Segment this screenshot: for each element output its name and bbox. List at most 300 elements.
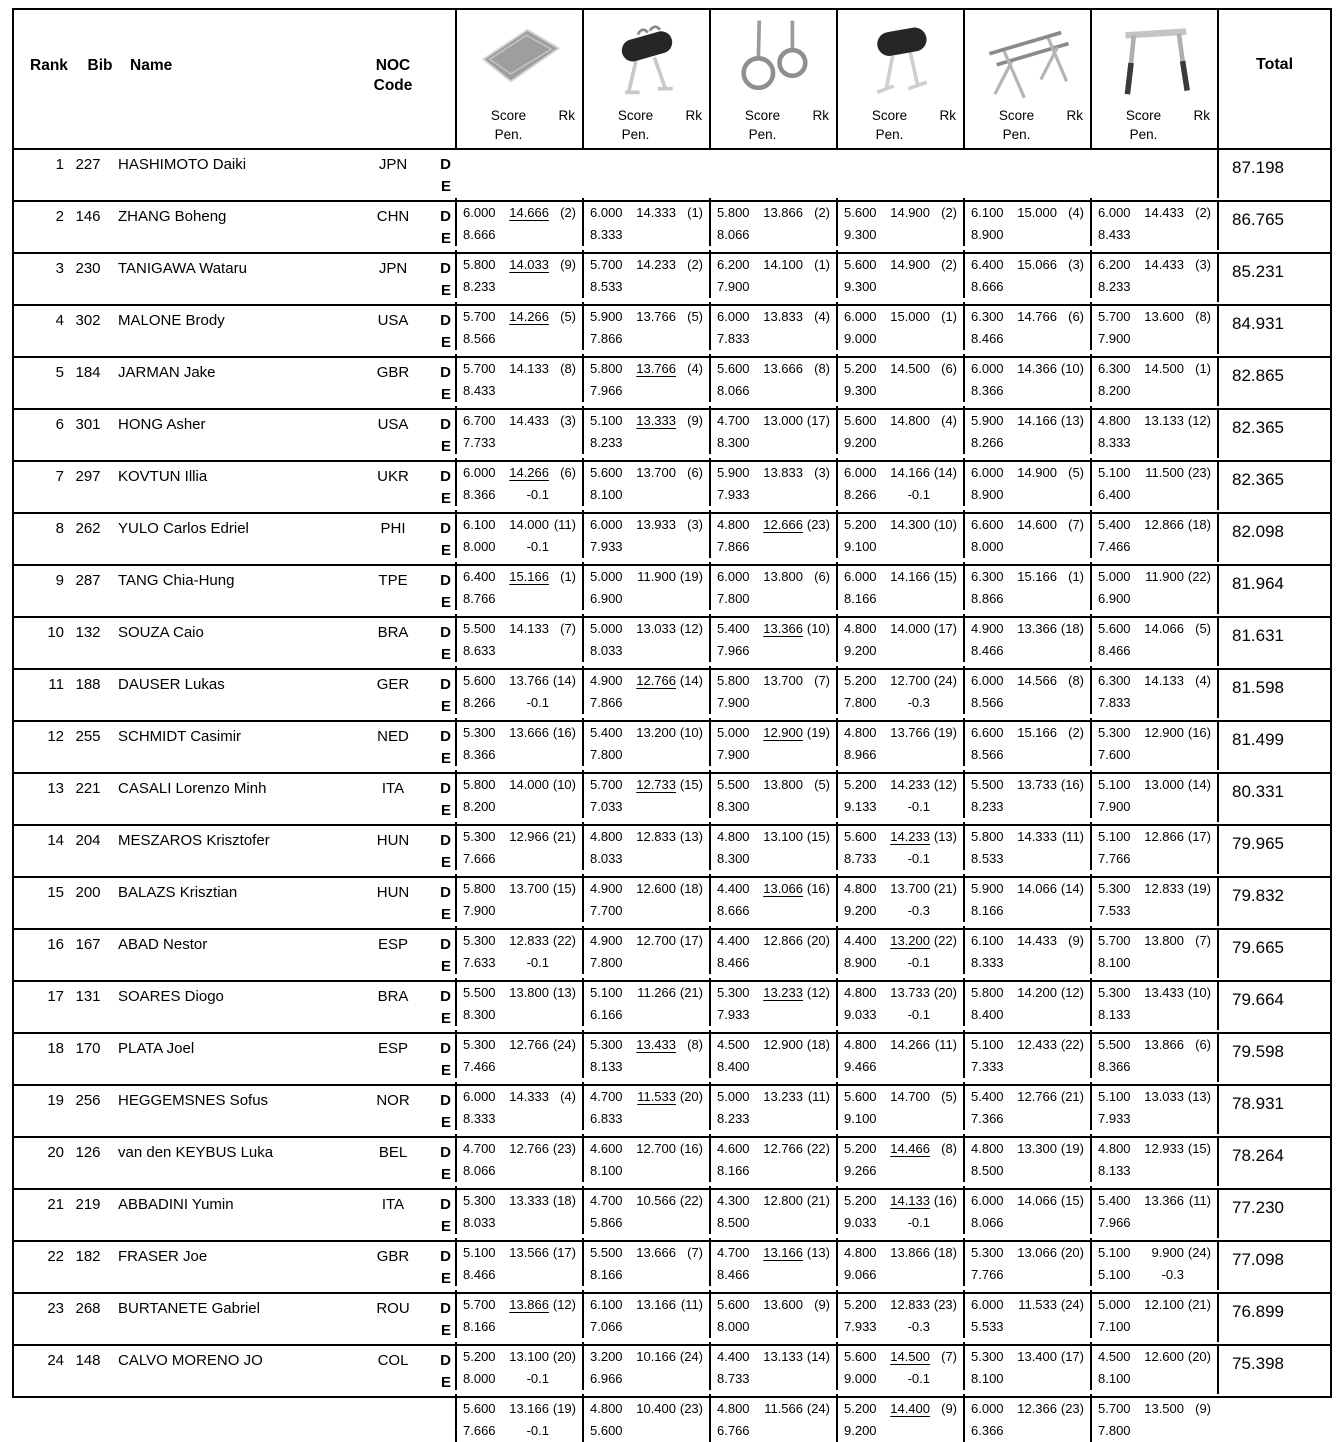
d-score: 5.200 (844, 1141, 877, 1156)
d-line (590, 930, 703, 952)
final-score: 14.900 (1017, 465, 1057, 480)
apparatus-rank: (17) (1060, 1349, 1084, 1364)
e-line (844, 1056, 957, 1078)
e-line (971, 1056, 1084, 1078)
final-score: 12.833 (890, 1297, 930, 1312)
final-score: 14.333 (509, 1089, 549, 1104)
d-score: 5.300 (590, 1037, 623, 1052)
e-line (463, 848, 576, 870)
e-line (590, 1420, 703, 1442)
noc-code: CHN (376, 208, 410, 225)
final-score: 14.066 (1144, 621, 1184, 636)
athlete-cell (14, 774, 455, 822)
apparatus-result-cell (1090, 614, 1217, 662)
e-line (717, 796, 830, 818)
apparatus-rank: (21) (679, 985, 703, 1000)
rk-label: Rk (558, 108, 575, 123)
d-line (971, 462, 1084, 484)
final-score: 12.933 (1144, 1141, 1184, 1156)
e-line (717, 432, 830, 454)
d-score: 5.300 (971, 1349, 1004, 1364)
apparatus-result-cell (709, 978, 836, 1026)
final-score: 10.566 (636, 1193, 676, 1208)
d-score: 5.300 (1098, 985, 1131, 1000)
final-score: 15.166 (1017, 569, 1057, 584)
apparatus-result-cell (455, 302, 582, 350)
final-score: 13.166 (763, 1245, 803, 1260)
penalty (1138, 848, 1184, 870)
penalty (503, 796, 549, 818)
d-line-label: D (440, 312, 451, 329)
final-score: 14.166 (890, 569, 930, 584)
apparatus-result-cell (709, 926, 836, 974)
d-line (590, 774, 703, 796)
penalty (1138, 796, 1184, 818)
apparatus-rank: (15) (933, 569, 957, 584)
apparatus-rank: (8) (814, 361, 830, 376)
e-score: 7.800 (590, 747, 623, 762)
apparatus-rank: (15) (1060, 1193, 1084, 1208)
apparatus-result-cell (709, 1238, 836, 1286)
final-score: 13.133 (1144, 413, 1184, 428)
apparatus-rank: (23) (552, 1141, 576, 1156)
apparatus-rank: (17) (679, 933, 703, 948)
d-line (844, 982, 957, 1004)
d-line (463, 826, 576, 848)
apparatus-result-cell (582, 1134, 709, 1182)
apparatus-result-cell (709, 822, 836, 870)
e-score: 7.866 (717, 539, 750, 554)
bib-column-header: Bib (87, 57, 113, 74)
de-labels (421, 726, 451, 770)
total-score: 78.931 (1217, 1086, 1330, 1134)
d-line (463, 722, 576, 744)
e-line (590, 796, 703, 818)
d-line (971, 1034, 1084, 1056)
e-line (463, 328, 576, 350)
rank-value: 18 (47, 1040, 64, 1057)
final-score: 14.366 (1017, 361, 1057, 376)
total-score: 79.965 (1217, 826, 1330, 874)
rank-value: 24 (47, 1352, 64, 1369)
apparatus-result-cell (582, 770, 709, 818)
rank-value: 14 (47, 832, 64, 849)
e-line (590, 1004, 703, 1026)
athlete-cell (14, 514, 455, 562)
apparatus-rank: (13) (552, 985, 576, 1000)
apparatus-rank: (10) (933, 517, 957, 532)
penalty (503, 276, 549, 298)
bib-value: 255 (75, 728, 101, 745)
apparatus-rank: (5) (941, 1089, 957, 1104)
apparatus-result-cell (582, 250, 709, 298)
apparatus-rank: (10) (1060, 361, 1084, 376)
e-score: 7.800 (844, 695, 877, 710)
apparatus-result-cell (582, 354, 709, 402)
e-score: 8.466 (717, 1267, 750, 1282)
final-score: 10.400 (636, 1401, 676, 1416)
final-score: 14.233 (890, 777, 930, 792)
penalty (757, 1420, 803, 1442)
penalty: -0.1 (907, 1215, 930, 1230)
apparatus-rank: (12) (1060, 985, 1084, 1000)
bib-value: 204 (75, 832, 101, 849)
bib-value: 301 (75, 416, 101, 433)
e-line (971, 796, 1084, 818)
e-line (717, 640, 830, 662)
apparatus-result-cell (963, 510, 1090, 558)
d-line (717, 1242, 830, 1264)
d-line-label: D (440, 1040, 451, 1057)
penalty (1011, 692, 1057, 714)
e-score: 8.166 (463, 1319, 496, 1334)
d-line (844, 670, 957, 692)
d-score: 5.500 (717, 777, 750, 792)
apparatus-result-cell (963, 614, 1090, 662)
e-score: 7.633 (463, 955, 496, 970)
e-line (971, 276, 1084, 298)
d-score: 5.500 (1098, 1037, 1131, 1052)
penalty (630, 1212, 676, 1234)
e-line (971, 432, 1084, 454)
e-line (590, 1316, 703, 1338)
bib-value: 219 (75, 1196, 101, 1213)
apparatus-rank: (13) (1060, 413, 1084, 428)
apparatus-rank: (21) (1060, 1089, 1084, 1104)
e-line (717, 1160, 830, 1182)
e-score: 8.500 (971, 1163, 1004, 1178)
penalty: -0.1 (907, 955, 930, 970)
apparatus-result-cell (1090, 978, 1217, 1026)
e-line (1098, 1264, 1211, 1286)
final-score: 14.900 (890, 257, 930, 272)
final-score: 12.700 (890, 673, 930, 688)
bib-value: 126 (75, 1144, 101, 1161)
d-line (463, 1242, 576, 1264)
e-line (463, 692, 576, 714)
e-score: 8.666 (971, 279, 1004, 294)
penalty (884, 640, 930, 662)
apparatus-rank: (11) (807, 1089, 830, 1104)
apparatus-rank: (11) (553, 517, 576, 532)
penalty (630, 588, 676, 610)
d-score: 4.400 (717, 933, 750, 948)
final-score: 14.466 (890, 1141, 930, 1156)
final-score: 13.866 (890, 1245, 930, 1260)
apparatus-rank: (21) (806, 1193, 830, 1208)
final-score: 13.666 (636, 1245, 676, 1260)
apparatus-result-cell (582, 1238, 709, 1286)
apparatus-rank: (18) (1187, 517, 1211, 532)
final-score: 13.366 (1144, 1193, 1184, 1208)
e-line (844, 484, 957, 506)
d-score: 6.100 (971, 205, 1004, 220)
d-line-label: D (440, 988, 451, 1005)
e-score: 7.333 (971, 1059, 1004, 1074)
penalty (503, 744, 549, 766)
penalty (884, 224, 930, 246)
e-line-label: E (440, 698, 451, 715)
d-score: 5.300 (463, 1193, 496, 1208)
penalty (1011, 1160, 1057, 1182)
e-score: 9.066 (844, 1267, 877, 1282)
final-score: 11.266 (637, 985, 676, 1000)
d-line (971, 254, 1084, 276)
e-score: 9.266 (844, 1163, 877, 1178)
d-line (1098, 202, 1211, 224)
apparatus-rank: (4) (560, 1089, 576, 1104)
apparatus-result-cell (963, 1082, 1090, 1130)
penalty (503, 432, 549, 454)
d-line (844, 1294, 957, 1316)
e-line (971, 380, 1084, 402)
d-score: 6.000 (590, 205, 623, 220)
penalty (630, 1316, 676, 1338)
noc-code: COL (377, 1352, 409, 1369)
final-score: 13.666 (763, 361, 803, 376)
apparatus-rank: (21) (552, 829, 576, 844)
e-line (971, 744, 1084, 766)
apparatus-rank: (5) (1195, 621, 1211, 636)
apparatus-result-cell (836, 198, 963, 246)
penalty (503, 1004, 549, 1026)
e-score: 8.066 (463, 1163, 496, 1178)
final-score: 14.333 (1017, 829, 1057, 844)
d-score: 5.600 (717, 1297, 750, 1312)
header-pommel-horse (582, 10, 709, 148)
d-score: 4.600 (590, 1141, 623, 1156)
d-line (717, 1034, 830, 1056)
penalty (757, 1264, 803, 1286)
apparatus-rank: (14) (552, 673, 576, 688)
d-line (717, 514, 830, 536)
e-score: 7.933 (1098, 1111, 1131, 1126)
e-score: 8.733 (844, 851, 877, 866)
d-score: 5.100 (1098, 1245, 1131, 1260)
e-score: 8.000 (971, 539, 1004, 554)
apparatus-rank: (2) (1195, 205, 1211, 220)
apparatus-result-cell (582, 562, 709, 610)
athlete-name: ZHANG Boheng (118, 208, 227, 225)
d-line-label: D (440, 884, 451, 901)
penalty (1138, 900, 1184, 922)
penalty (1011, 328, 1057, 350)
pen-label: Pen. (494, 127, 523, 142)
d-score: 6.000 (971, 361, 1004, 376)
athlete-cell (14, 1346, 455, 1394)
apparatus-result-cell (963, 1030, 1090, 1078)
d-line (844, 1138, 957, 1160)
apparatus-rank: (13) (933, 829, 957, 844)
final-score: 14.300 (890, 517, 930, 532)
e-score: 7.966 (717, 643, 750, 658)
e-line (844, 588, 957, 610)
e-score: 8.366 (1098, 1059, 1131, 1074)
penalty (503, 1212, 549, 1234)
d-score: 4.300 (717, 1193, 750, 1208)
d-line (1098, 514, 1211, 536)
d-line (590, 618, 703, 640)
d-score: 4.800 (844, 621, 877, 636)
e-line (717, 276, 830, 298)
apparatus-result-cell (582, 458, 709, 506)
apparatus-result-cell (455, 198, 582, 246)
e-score: 8.066 (717, 227, 750, 242)
d-score: 5.200 (844, 517, 877, 532)
final-score: 15.066 (1017, 257, 1057, 272)
final-score: 13.800 (509, 985, 549, 1000)
e-line (463, 1212, 576, 1234)
penalty (884, 1160, 930, 1182)
e-score: 8.633 (463, 643, 496, 658)
penalty: -0.1 (526, 1423, 549, 1438)
apparatus-rank: (12) (679, 621, 703, 636)
d-line (717, 1346, 830, 1368)
e-score: 9.100 (844, 539, 877, 554)
apparatus-result-cell (1090, 1394, 1217, 1442)
e-line (844, 1004, 957, 1026)
final-score: 12.900 (1144, 725, 1184, 740)
athlete-cell (14, 982, 455, 1030)
e-score: 8.100 (1098, 955, 1131, 970)
e-score: 9.200 (844, 903, 877, 918)
score-label: Score (998, 108, 1035, 123)
e-score: 8.000 (463, 539, 496, 554)
apparatus-rank: (9) (1068, 933, 1084, 948)
apparatus-result-cell (836, 1134, 963, 1182)
apparatus-rank: (3) (1195, 257, 1211, 272)
d-score: 4.800 (717, 1401, 750, 1416)
d-line (717, 722, 830, 744)
penalty (630, 1368, 676, 1390)
e-score: 8.500 (717, 1215, 750, 1230)
apparatus-result-cell (836, 666, 963, 714)
e-line (1098, 796, 1211, 818)
apparatus-result-cell (1090, 1082, 1217, 1130)
penalty: -0.1 (526, 695, 549, 710)
final-score: 12.600 (1144, 1349, 1184, 1364)
de-labels (421, 1194, 451, 1238)
final-score: 14.000 (890, 621, 930, 636)
e-score: 8.466 (1098, 643, 1131, 658)
rank-value: 15 (47, 884, 64, 901)
apparatus-rank: (18) (1060, 621, 1084, 636)
e-line (463, 1108, 576, 1130)
apparatus-result-cell (836, 458, 963, 506)
e-line (463, 380, 576, 402)
e-line (590, 640, 703, 662)
apparatus-rank: (21) (1187, 1297, 1211, 1312)
e-score: 8.966 (844, 747, 877, 762)
athlete-cell (14, 254, 455, 302)
final-score: 13.033 (1144, 1089, 1184, 1104)
final-score: 13.866 (763, 205, 803, 220)
e-score: 8.033 (590, 643, 623, 658)
final-score: 14.500 (1144, 361, 1184, 376)
apparatus-rank: (11) (934, 1037, 957, 1052)
noc-code: ITA (381, 780, 405, 797)
e-score: 8.333 (1098, 435, 1131, 450)
penalty (1011, 588, 1057, 610)
d-line (717, 202, 830, 224)
penalty (1138, 224, 1184, 246)
total-score: 81.499 (1217, 722, 1330, 770)
final-score: 9.900 (1151, 1245, 1184, 1260)
e-score: 8.100 (971, 1371, 1004, 1386)
apparatus-rank: (23) (679, 1401, 703, 1416)
final-score: 12.766 (763, 1141, 803, 1156)
e-score: 6.766 (717, 1423, 750, 1438)
penalty (884, 380, 930, 402)
athlete-cell (14, 1242, 455, 1290)
final-score: 13.333 (636, 413, 676, 428)
final-score: 14.133 (509, 621, 549, 636)
athlete-cell (14, 1190, 455, 1238)
total-score: 87.198 (1217, 150, 1330, 198)
d-line (463, 254, 576, 276)
rk-label: Rk (939, 108, 956, 123)
athlete-cell (14, 462, 455, 510)
apparatus-result-cell (963, 822, 1090, 870)
e-score: 7.933 (717, 487, 750, 502)
apparatus-rank: (20) (552, 1349, 576, 1364)
athlete-cell (14, 930, 455, 978)
d-score: 4.900 (590, 673, 623, 688)
e-score: 5.533 (971, 1319, 1004, 1334)
apparatus-result-cell (455, 1342, 582, 1390)
d-line (844, 566, 957, 588)
e-score: 8.133 (1098, 1007, 1131, 1022)
d-score: 5.000 (717, 725, 750, 740)
apparatus-result-cell (455, 770, 582, 818)
e-line-label: E (440, 1270, 451, 1287)
e-score: 8.133 (590, 1059, 623, 1074)
de-labels (421, 414, 451, 458)
apparatus-rank: (17) (806, 413, 830, 428)
final-score: 13.766 (636, 309, 676, 324)
d-score: 5.200 (844, 1401, 877, 1416)
final-score: 12.700 (636, 1141, 676, 1156)
penalty (630, 744, 676, 766)
score-label: Score (617, 108, 654, 123)
noc-code: HUN (376, 832, 410, 849)
noc-code: ESP (377, 936, 408, 953)
rk-label: Rk (1066, 108, 1083, 123)
athlete-name: CALVO MORENO JO (118, 1352, 263, 1369)
final-score: 13.366 (763, 621, 803, 636)
noc-code: HUN (376, 884, 410, 901)
apparatus-rank: (13) (806, 1245, 830, 1260)
final-score: 12.866 (763, 933, 803, 948)
apparatus-result-cell (963, 1342, 1090, 1390)
penalty (503, 848, 549, 870)
final-score: 14.066 (1017, 1193, 1057, 1208)
penalty (1011, 952, 1057, 974)
athlete-name: van den KEYBUS Luka (118, 1144, 274, 1161)
d-line (590, 202, 703, 224)
de-labels (421, 518, 451, 562)
penalty: -0.3 (907, 695, 930, 710)
e-line (844, 1420, 957, 1442)
e-line (717, 380, 830, 402)
d-line (971, 1294, 1084, 1316)
final-score: 13.766 (890, 725, 930, 740)
apparatus-rank: (19) (679, 569, 703, 584)
e-line (844, 1368, 957, 1390)
d-line (717, 982, 830, 1004)
floor-exercise-icon (457, 10, 582, 112)
e-score: 8.366 (463, 487, 496, 502)
